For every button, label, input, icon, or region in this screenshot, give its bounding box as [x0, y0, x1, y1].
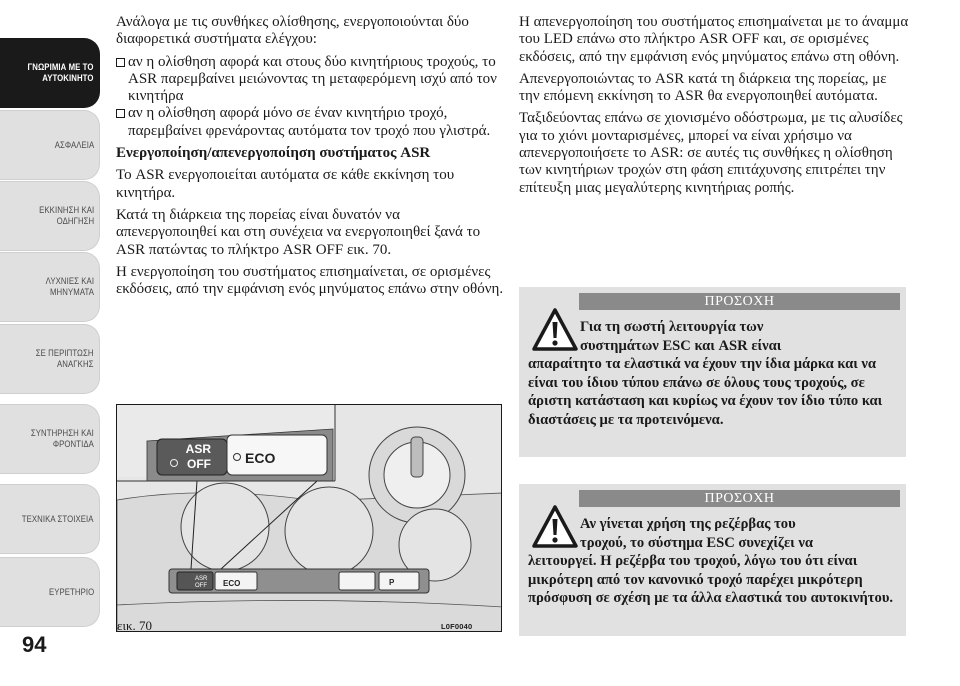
small-p-label: P: [389, 578, 395, 587]
bullet-text: αν η ολίσθηση αφορά μόνο σε έναν κινητήριο τροχό, παρεμβαίνει φρενάροντας αυτόματα τον τροχό που γλιστρά.: [128, 105, 491, 139]
checkbox-bullet-icon: [116, 54, 128, 106]
tab-lights-messages[interactable]: [0, 252, 100, 322]
figure-caption: εικ. 70: [117, 618, 153, 633]
eco-label: ECO: [245, 450, 276, 466]
asr-label: ASR: [185, 442, 211, 456]
tab-label: ΣΕ ΠΕΡΙΠΤΩΣΗ ΑΝΑΓΚΗΣ: [36, 348, 94, 370]
tab-label: ΣΥΝΤΗΡΗΣΗ ΚΑΙ ΦΡΟΝΤΙΔΑ: [30, 428, 94, 450]
warning-box: [519, 484, 906, 636]
off-label: OFF: [187, 457, 211, 471]
paragraph: Ταξιδεύοντας επάνω σε χιονισμένο οδόστρωμα, με τις αλυσίδες για το χιόνι μονταρισμένες, μπορεί να είναι χρήσιμο να απενεργοποιήσετε το ASR: σε αυτές τις συνθήκες η ολίσθηση των κινητήριων τροχών στη φάση επιτάχυνσης επιτρέπει την επίτευξη μιας μεγαλύτερης κινητήριας ροπής.: [519, 110, 903, 196]
small-off-label: OFF: [195, 583, 207, 589]
tab-safety[interactable]: [0, 110, 100, 180]
tab-label: ΕΥΡΕΤΗΡΙΟ: [48, 586, 94, 598]
page-number: 94: [22, 632, 47, 657]
tab-label: ΛΥΧΝΙΕΣ ΚΑΙ ΜΗΝΥΜΑΤΑ: [45, 276, 94, 298]
tab-label: ΤΕΧΝΙΚΑ ΣΤΟΙΧΕΙΑ: [22, 513, 94, 525]
warning-box: [519, 287, 906, 457]
intro-paragraph: Ανάλογα με τις συνθήκες ολίσθησης, ενεργοποιούνται δύο διαφορετικά συστήματα ελέγχου:: [116, 14, 469, 48]
dashboard-figure: [116, 404, 502, 632]
paragraph: Η απενεργοποίηση του συστήματος επισημαίνεται με το άναμμα του LED επάνω στο πλήκτρο ASR OFF και, σε ορισμένες εκδόσεις, από την εμφάνιση ενός μηνύματος επάνω στη οθόνη.: [519, 14, 909, 65]
warning-title: ΠΡΟΣΟΧΗ: [579, 293, 900, 310]
right-column: [519, 14, 909, 202]
tab-label: ΑΣΦΑΛΕΙΑ: [54, 139, 94, 151]
tab-getting-to-know-car[interactable]: [0, 38, 100, 108]
list-item: [116, 54, 504, 106]
tab-maintenance[interactable]: [0, 404, 100, 474]
bullet-text: αν η ολίσθηση αφορά και στους δύο κινητήριους τροχούς, το ASR παρεμβαίνει μειώνοντας τη μεταφερόμενη ισχύ από τον κινητήρα: [128, 53, 497, 105]
figure-code: L0F0040: [441, 622, 473, 631]
paragraph: Απενεργοποιώντας το ASR κατά τη διάρκεια της πορείας, με την επόμενη εκκίνηση το ASR θα ενεργοποιηθεί αυτόματα.: [519, 70, 887, 105]
tab-label: ΓΝΩΡΙΜΙΑ ΜΕ ΤΟ ΑΥΤΟΚΙΝΗΤΟ: [27, 62, 94, 84]
paragraph: Η ενεργοποίηση του συστήματος επισημαίνεται, σε ορισμένες εκδόσεις, από την εμφάνιση ενός μηνύματος επάνω στην οθόνη.: [116, 263, 504, 298]
tab-starting-driving[interactable]: [0, 181, 100, 251]
dashboard-illustration: [117, 405, 502, 632]
paragraph: Κατά τη διάρκεια της πορείας είναι δυνατόν να απενεργοποιηθεί και στη συνέχεια να ενεργοποιηθεί ξανά το ASR πατώντας το πλήκτρο ASR OFF εικ. 70.: [116, 206, 481, 258]
tab-index[interactable]: [0, 557, 100, 627]
tab-technical-data[interactable]: [0, 484, 100, 554]
section-heading: Ενεργοποίηση/απενεργοποίηση συστήματος ASR: [116, 145, 431, 162]
small-eco-label: ECO: [223, 579, 241, 588]
list-item: [116, 105, 504, 140]
tab-label: ΕΚΚΙΝΗΣΗ ΚΑΙ ΟΔΗΓΗΣΗ: [38, 205, 94, 227]
warning-text: Αν γίνεται χρήση της ρεζέρβας του τροχού, το σύστημα ESC συνεχίζει να λειτουργεί. Η ρεζέρβα του τροχού, λόγω του ότι είναι μικρότερη από τον κανονικό τροχό παρέχει μικρότερη πρόσφυση σε σχέση με τα άλλα ελαστικά του αυτοκινήτου.: [528, 516, 894, 606]
small-asr-label: ASR: [195, 576, 208, 582]
paragraph: Το ASR ενεργοποιείται αυτόματα σε κάθε εκκίνηση του κινητήρα.: [116, 167, 455, 201]
warning-title: ΠΡΟΣΟΧΗ: [579, 490, 900, 507]
chapter-sidebar: [0, 0, 101, 686]
checkbox-bullet-icon: [116, 105, 128, 140]
warning-text: Για τη σωστή λειτουργία των συστημάτων ESC και ASR είναι απαραίτητο τα ελαστικά να έχουν την ίδια μάρκα και να είναι του ίδιου τύπου επάνω σε όλους τους τροχούς, σε άριστη κατάσταση και κυρίως να έχουν τον ίδιο τύπο και διαστάσεις με τα προτεινόμενα.: [528, 319, 883, 428]
tab-emergency[interactable]: [0, 324, 100, 394]
left-column: [116, 14, 504, 303]
